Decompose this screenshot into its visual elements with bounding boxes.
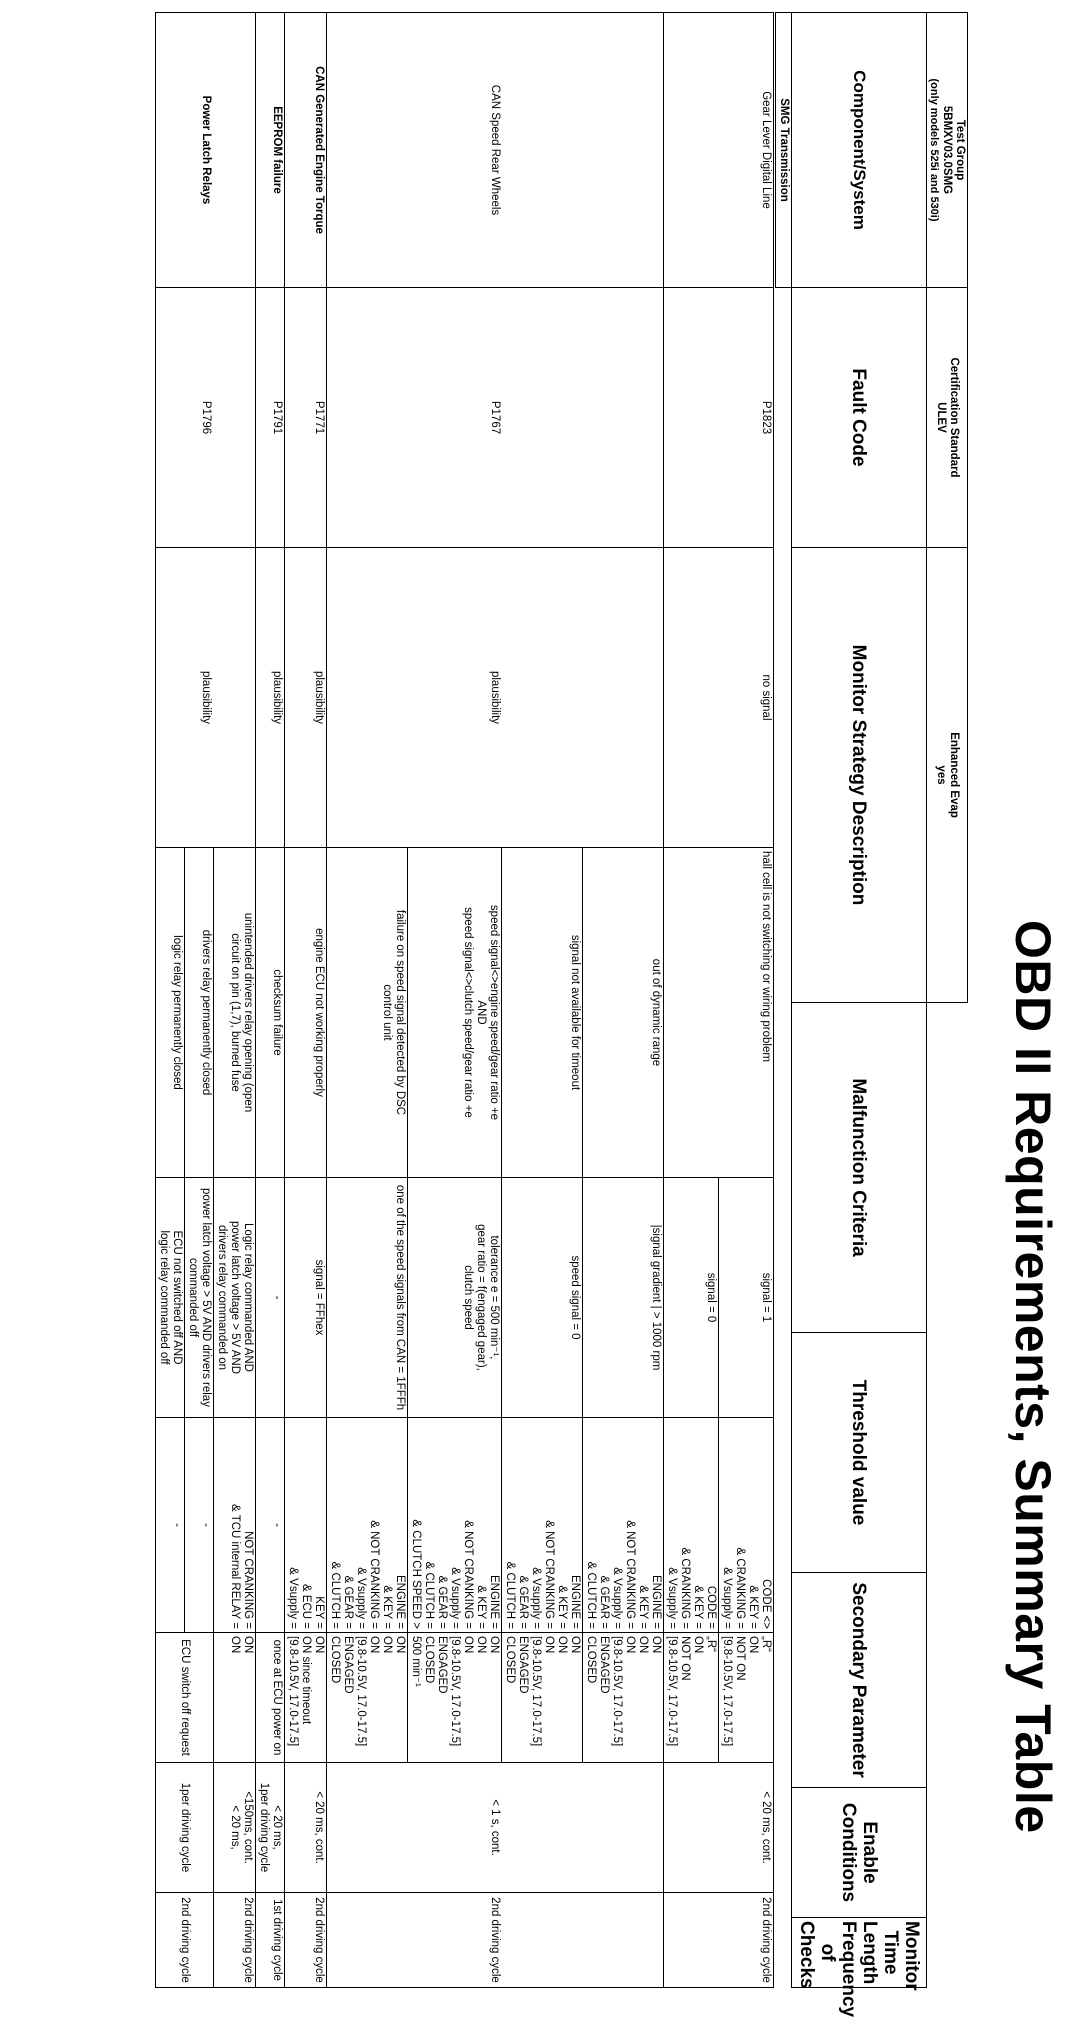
page-title: OBD II Requirements, Summary Table	[1005, 920, 1061, 1834]
torque-threshold: signal = FFhex	[285, 1178, 327, 1418]
gear-secondary-1: CODE <> & KEY = & CRANKING = & Vsupply =	[719, 1418, 774, 1633]
relay-sec-3: -	[156, 1418, 185, 1633]
relay-component: Power Latch Relays	[156, 13, 256, 288]
relay-mil-2: 2nd driving cycle	[156, 1893, 214, 1988]
torque-mil: 2nd driving cycle	[285, 1893, 327, 1988]
gear-enable-2: „R“ ON NOT ON [9.8-10.5V, 17.0-17.5]	[664, 1633, 719, 1763]
eeprom-code: P1791	[256, 288, 285, 548]
relay-th-3: ECU not switched off AND logic relay commanded off	[156, 1178, 185, 1418]
col-monitor-strategy: Monitor Strategy Description	[792, 548, 927, 1003]
can-speed-component: CAN Speed Rear Wheels	[327, 13, 664, 288]
gear-strategy: no signal	[664, 548, 774, 848]
col-enable: Enable Conditions	[792, 1788, 927, 1918]
can-speed-mil: 2nd driving cycle	[327, 1893, 664, 1988]
relay-mal-2: drivers relay permanently closed	[185, 848, 214, 1178]
can-speed-mal-b: signal not available for timeout	[502, 848, 583, 1178]
table-row	[583, 13, 664, 1988]
col-monitor-time: Monitor Time Length Frequency of Checks	[792, 1918, 927, 1988]
test-group-note: (only models 525i and 530i)	[928, 78, 940, 222]
can-speed-th-d: one of the speed signals from CAN = 1FFFh	[327, 1178, 408, 1418]
relay-en-1: ON ON	[214, 1633, 256, 1763]
can-speed-strategy: plausibility	[327, 548, 664, 848]
col-secondary: Secondary Parameter	[792, 1573, 927, 1788]
can-speed-th-c: tolerance e = 500 min⁻¹, gear ratio = f(engaged gear), clutch speed	[408, 1178, 502, 1418]
column-header-row	[792, 13, 927, 1988]
table-row	[214, 13, 256, 1988]
gear-threshold-2: signal = 0	[664, 1178, 719, 1418]
relay-time-1: <150ms, cont. < 20 ms,	[214, 1763, 256, 1893]
test-group-label: Test Group	[954, 119, 966, 181]
table-row	[719, 13, 774, 1988]
body-table	[155, 12, 774, 1988]
can-speed-code: P1767	[327, 288, 664, 548]
can-speed-en-d: ON ON ON [9.8-10.5V, 17.0-17.5] ENGAGED CLOSED	[327, 1633, 408, 1763]
can-speed-en-b: ON ON ON [9.8-10.5V, 17.0-17.5] ENGAGED CLOSED	[502, 1633, 583, 1763]
relay-code: P1796	[156, 288, 256, 548]
col-fault-code: Fault Code	[792, 288, 927, 548]
can-speed-sec-a: ENGINE = & KEY = & NOT CRANKING = & Vsupply = & GEAR = & CLUTCH =	[583, 1418, 664, 1633]
gear-mil: 2nd driving cycle	[664, 1893, 774, 1988]
can-speed-sec-d: ENGINE = & KEY = & NOT CRANKING = & Vsupply = & GEAR = & CLUTCH =	[327, 1418, 408, 1633]
test-group-value: 5BMXV03.0SMG	[941, 105, 953, 195]
eeprom-strategy: plausibility	[256, 548, 285, 848]
torque-strategy: plausibility	[285, 548, 327, 848]
gear-code: P1823	[664, 288, 774, 548]
col-malfunction: Malfunction Criteria	[792, 1003, 927, 1333]
evap-cell	[927, 548, 968, 1003]
gear-threshold-1: signal = 1	[719, 1178, 774, 1418]
relay-mal-3: logic relay permanently closed	[156, 848, 185, 1178]
column-header-row-2	[776, 13, 792, 1988]
eeprom-component: EEPROM failure	[256, 13, 285, 288]
torque-component: CAN Generated Engine Torque	[285, 13, 327, 288]
col-threshold: Threshold value	[792, 1333, 927, 1573]
title-space	[927, 1003, 968, 1988]
eeprom-malfunction: checksum failure	[256, 848, 285, 1178]
can-speed-sec-c: ENGINE = & KEY = & NOT CRANKING = & Vsupply = & GEAR = & CLUTCH = & CLUTCH SPEED >	[408, 1418, 502, 1633]
relay-en-2: ECU switch off request	[156, 1633, 214, 1763]
eeprom-threshold: -	[256, 1178, 285, 1418]
col-component: Component/System	[792, 13, 927, 288]
torque-enable: ON ON since timeout [9.8-10.5V, 17.0-17.5]	[285, 1633, 327, 1763]
relay-sec-2: -	[185, 1418, 214, 1633]
can-speed-sec-b: ENGINE = & KEY = & NOT CRANKING = & Vsupply = & GEAR = & CLUTCH =	[502, 1418, 583, 1633]
can-speed-en-a: ON ON ON [9.8-10.5V, 17.0-17.5] ENGAGED CLOSED	[583, 1633, 664, 1763]
eeprom-enable: once at ECU power on	[256, 1633, 285, 1763]
can-speed-th-a: |signal gradient | > 1000 rpm	[583, 1178, 664, 1418]
table-row	[285, 13, 327, 1988]
torque-code: P1771	[285, 288, 327, 548]
certification-cell	[927, 288, 968, 548]
can-speed-th-b: speed signal = 0	[502, 1178, 583, 1418]
evap-label: Enhanced Evap	[948, 732, 960, 818]
can-speed-mal-c: speed signal<>engine speed/gear ratio +e AND speed signal<>clutch speed/gear ratio +e	[408, 848, 502, 1178]
relay-th-2: power latch voltage > 5V AND drivers relay commanded off	[185, 1178, 214, 1418]
relay-time-2: 1per driving cycle	[156, 1763, 214, 1893]
torque-time: < 20 ms, cont.	[285, 1763, 327, 1893]
gear-secondary-2: CODE = & KEY = & CRANKING = & Vsupply =	[664, 1418, 719, 1633]
eeprom-mil: 1st driving cycle	[256, 1893, 285, 1988]
gear-component: Gear Lever Digital Line	[664, 13, 774, 288]
gear-malfunction: hall cell is not switching or wiring problem	[664, 848, 774, 1178]
certification-value: ULEV	[935, 402, 947, 433]
relay-mil-1: 2nd driving cycle	[214, 1893, 256, 1988]
table-row	[256, 13, 285, 1988]
relay-th-1: Logic relay commanded AND power latch voltage > 5V AND drivers relay commanded on	[214, 1178, 256, 1418]
can-speed-mal-d: failure on speed signal detected by DSC control unit	[327, 848, 408, 1178]
test-group-cell	[927, 13, 968, 288]
summary-table	[775, 12, 968, 2017]
section-title: SMG Transmission	[776, 13, 792, 288]
certification-label: Certification Standard	[948, 357, 960, 478]
relay-mal-1: unintended drivers relay opening (open circuit on pin (1,7), burned fuse	[214, 848, 256, 1178]
torque-secondary: KEY = & ECU = & Vsupply =	[285, 1418, 327, 1633]
eeprom-time: < 20 ms, 1per driving cycle	[256, 1763, 285, 1893]
eeprom-secondary: -	[256, 1418, 285, 1633]
gear-time: < 20 ms, cont.	[664, 1763, 774, 1893]
torque-malfunction: engine ECU not working properly	[285, 848, 327, 1178]
can-speed-en-c: ON ON ON [9.8-10.5V, 17.0-17.5] ENGAGED CLOSED 500 min⁻¹	[408, 1633, 502, 1763]
header-top-row	[927, 13, 968, 1988]
relay-strategy: plausibility	[156, 548, 256, 848]
can-speed-time: < 1 s, cont.	[327, 1763, 664, 1893]
gear-enable-1: „R“ ON NOT ON [9.8-10.5V, 17.0-17.5]	[719, 1633, 774, 1763]
can-speed-mal-a: out of dynamic range	[583, 848, 664, 1178]
relay-sec-1: NOT CRANKING = & TCU internal RELAY =	[214, 1418, 256, 1633]
evap-value: yes	[935, 765, 947, 785]
